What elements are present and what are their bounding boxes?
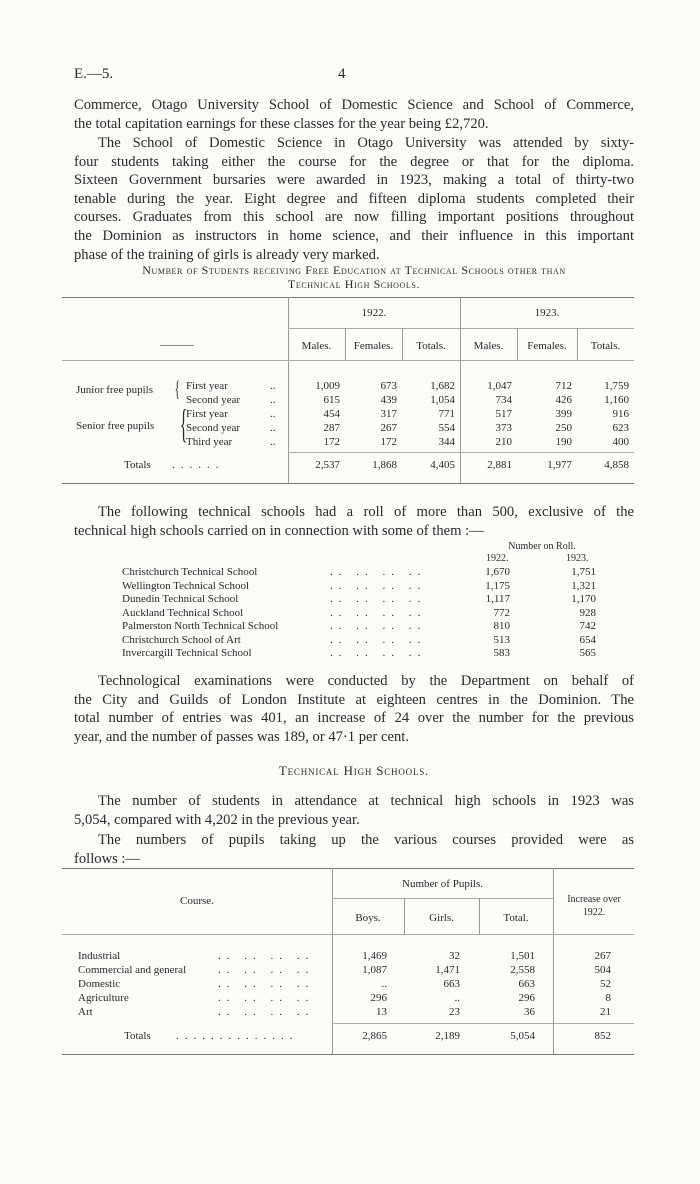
table1-total-cell: 4,858 xyxy=(604,459,629,471)
school-name: Dunedin Technical School xyxy=(122,593,239,605)
table2-course-header: Course. xyxy=(180,895,214,907)
table1-cell: 399 xyxy=(555,408,572,420)
roll-1923: 565 xyxy=(579,647,596,659)
table2-total-total: 5,054 xyxy=(510,1030,535,1042)
table2-total: 1,501 xyxy=(510,950,535,962)
table1-cell: 439 xyxy=(380,394,397,406)
table2-increase: 267 xyxy=(594,950,611,962)
table1-row-label: First year xyxy=(186,380,228,392)
table1-cell: 190 xyxy=(555,436,572,448)
paragraph-3 xyxy=(74,503,634,540)
table1-total-cell: 1,868 xyxy=(372,459,397,471)
table2-girls: 32 xyxy=(449,950,460,962)
table1-col-header: Males. xyxy=(301,340,332,352)
table1-cell: 267 xyxy=(380,422,397,434)
text-line: follows :— xyxy=(74,850,141,867)
table1-cell: 373 xyxy=(495,422,512,434)
table1-cell: 210 xyxy=(495,436,512,448)
table2-total-boys: 2,865 xyxy=(362,1030,387,1042)
table2-boys: 296 xyxy=(370,992,387,1004)
table2-increase-header: Increase over 1922. xyxy=(567,894,621,918)
roll-1923: 1,751 xyxy=(571,566,596,578)
paragraph-4 xyxy=(74,672,634,746)
table2-col-header: Girls. xyxy=(429,912,454,924)
table2-totals-label: Totals xyxy=(124,1030,151,1042)
table1-group-senior: Senior free pupils xyxy=(76,420,155,432)
table2-course: Domestic xyxy=(78,978,121,990)
table1-cell: 1,047 xyxy=(487,380,512,392)
table2-boys: 13 xyxy=(376,1006,387,1018)
text-line: year, and the number of passes was 189, or 47·1 per cent. xyxy=(74,728,409,745)
text-line: phase of the training of girls is already very marked. xyxy=(74,246,380,263)
text-line: Commerce, Otago University School of Domestic Science and School of Commerce, xyxy=(74,97,634,113)
text-line: the City and Guilds of London Institute at eighteen centres in the Dominion. The xyxy=(74,691,634,708)
text-line: courses. Graduates from this school are now filling important positions throughout xyxy=(74,209,634,226)
table1-caption-line1: Number of Students receiving Free Education at Technical Schools other than xyxy=(142,263,566,277)
table1-col-header: Males. xyxy=(473,340,504,352)
table1-cell: 673 xyxy=(380,380,397,392)
table1-cell: 1,682 xyxy=(430,380,455,392)
roll-1922: 1,670 xyxy=(485,566,510,578)
table1-cell: 1,054 xyxy=(430,394,455,406)
text-line: The numbers of pupils taking up the various courses provided were as xyxy=(98,832,634,848)
school-name: Palmerston North Technical School xyxy=(122,620,279,632)
text-line: 5,054, compared with 4,202 in the previous year. xyxy=(74,811,360,828)
section-heading: Technical High Schools. xyxy=(278,763,430,778)
table2-course: Agriculture xyxy=(78,992,129,1004)
table1-total-cell: 2,881 xyxy=(487,459,512,471)
roll-1923: 928 xyxy=(579,606,596,619)
paragraph-1 xyxy=(74,96,634,133)
table1-col-header: Totals. xyxy=(590,340,621,352)
table2-total: 663 xyxy=(518,978,535,990)
roll-1923: 654 xyxy=(579,633,596,646)
table1-col-header: Females. xyxy=(353,340,394,352)
roll-1923: 742 xyxy=(579,620,596,632)
table1-caption-line2: Technical High Schools. xyxy=(287,277,421,291)
table2-pupils-header: Number of Pupils. xyxy=(402,878,483,890)
text-line: technical high schools carried on in connection with some of them :— xyxy=(74,522,484,539)
table1-cell: 250 xyxy=(555,422,572,434)
table1-total-cell: 2,537 xyxy=(315,459,340,471)
roll-1923: 1,170 xyxy=(571,593,596,605)
roll-1922: 772 xyxy=(493,606,510,619)
roll-header: Number on Roll. xyxy=(508,541,576,552)
school-name: Christchurch Technical School xyxy=(122,566,258,578)
table1-year-1923: 1923. xyxy=(534,307,560,319)
table1-row-label: Third year xyxy=(186,436,233,448)
table1-cell: 172 xyxy=(380,436,397,448)
table2-increase: 21 xyxy=(600,1006,611,1018)
table2-course: Industrial xyxy=(78,950,121,962)
table2-total-girls: 2,189 xyxy=(435,1030,460,1042)
roll-1922: 1,175 xyxy=(485,579,510,592)
table2-col-header: Total. xyxy=(503,912,529,924)
text-line: total number of entries was 401, an increase of 24 over the number for the previous xyxy=(74,710,634,727)
text-line: four students taking either the course for the degree or that for the diploma. xyxy=(74,153,634,170)
paragraph-6 xyxy=(74,831,634,868)
table1-cell: 517 xyxy=(495,408,512,420)
table1-row-label: Second year xyxy=(186,422,241,434)
paragraph-5 xyxy=(74,792,634,829)
text-line: Sixteen Government bursaries were awarded in 1923, making a total of thirty-two xyxy=(74,172,634,189)
table2-increase: 504 xyxy=(594,964,611,976)
text-line: Technological examinations were conducted by the Department on behalf of xyxy=(98,673,634,689)
table1-cell: 1,160 xyxy=(604,394,629,406)
table2-total: 36 xyxy=(524,1006,535,1018)
table2-boys: 1,469 xyxy=(362,950,387,962)
table1-cell: 172 xyxy=(323,436,340,448)
table1-col-header: Females. xyxy=(527,340,567,352)
text-line: The number of students in attendance at technical high schools in 1923 was xyxy=(98,793,634,809)
school-name: Christchurch School of Art xyxy=(122,633,241,646)
table2-girls: 23 xyxy=(449,1006,460,1018)
page-header-ref: E.—5. xyxy=(74,66,114,82)
table1-cell: 916 xyxy=(612,408,629,420)
table1-cell: 712 xyxy=(555,380,572,392)
table1-cell: 771 xyxy=(438,408,455,420)
text-line: the total capitation earnings for these classes for the year being £2,720. xyxy=(74,115,489,132)
text-line: tenable during the year. Eight degree and fifteen diploma students completed their xyxy=(74,190,634,207)
page-number: 4 xyxy=(338,66,346,82)
table1-cell: 734 xyxy=(495,394,512,406)
paragraph-2 xyxy=(74,134,634,264)
text-line: The following technical schools had a roll of more than 500, exclusive of the xyxy=(98,504,634,520)
table1-cell: 426 xyxy=(555,394,572,406)
table2-total: 296 xyxy=(518,992,535,1004)
school-name: Invercargill Technical School xyxy=(122,647,252,659)
table1-cell: 454 xyxy=(323,408,340,420)
table1-cell: 615 xyxy=(323,394,340,406)
table1-group-junior: Junior free pupils xyxy=(76,384,153,396)
table1-total-cell: 1,977 xyxy=(547,459,572,471)
roll-year-1922: 1922. xyxy=(486,553,509,564)
roll-1923: 1,321 xyxy=(571,579,596,592)
table2-girls: .. xyxy=(454,992,460,1004)
roll-1922: 810 xyxy=(493,620,510,632)
roll-1922: 583 xyxy=(493,647,510,659)
table2-girls: 1,471 xyxy=(435,964,460,976)
roll-1922: 1,117 xyxy=(485,593,510,605)
table2-girls: 663 xyxy=(443,978,460,990)
table1-cell: 287 xyxy=(323,422,340,434)
table1-col-header: Totals. xyxy=(416,340,446,352)
table1-cell: 623 xyxy=(612,422,629,434)
table1-cell: 400 xyxy=(612,436,629,448)
table1-cell: 554 xyxy=(438,422,455,434)
table1-caption xyxy=(74,263,634,291)
table1-row-label: Second year xyxy=(186,394,241,406)
table2-course: Commercial and general xyxy=(78,964,187,976)
school-name: Wellington Technical School xyxy=(122,579,250,592)
table2-boys: .. xyxy=(381,978,387,990)
table1-cell: 1,759 xyxy=(604,380,629,392)
table2-increase: 8 xyxy=(605,992,611,1004)
table2-col-header: Boys. xyxy=(355,912,381,924)
table2-total: 2,558 xyxy=(510,964,535,976)
school-name: Auckland Technical School xyxy=(122,606,244,619)
table1-cell: 317 xyxy=(380,408,397,420)
roll-1922: 513 xyxy=(493,633,510,646)
table1-cell: 344 xyxy=(438,436,455,448)
table2-increase: 52 xyxy=(600,978,611,990)
table1-cell: 1,009 xyxy=(315,380,340,392)
table1-total-cell: 4,405 xyxy=(430,459,455,471)
table1-year-1922: 1922. xyxy=(361,307,387,319)
table2-boys: 1,087 xyxy=(362,964,387,976)
table2-course: Art xyxy=(78,1006,93,1018)
roll-year-1923: 1923. xyxy=(566,553,589,564)
text-line: the Dominion as instructors in home science, and their influence in this important xyxy=(74,227,634,244)
table1-totals-label: Totals xyxy=(124,459,151,471)
text-line: The School of Domestic Science in Otago University was attended by sixty- xyxy=(98,135,634,151)
table2-total-increase: 852 xyxy=(594,1030,611,1042)
table1-row-label: First year xyxy=(186,408,228,420)
